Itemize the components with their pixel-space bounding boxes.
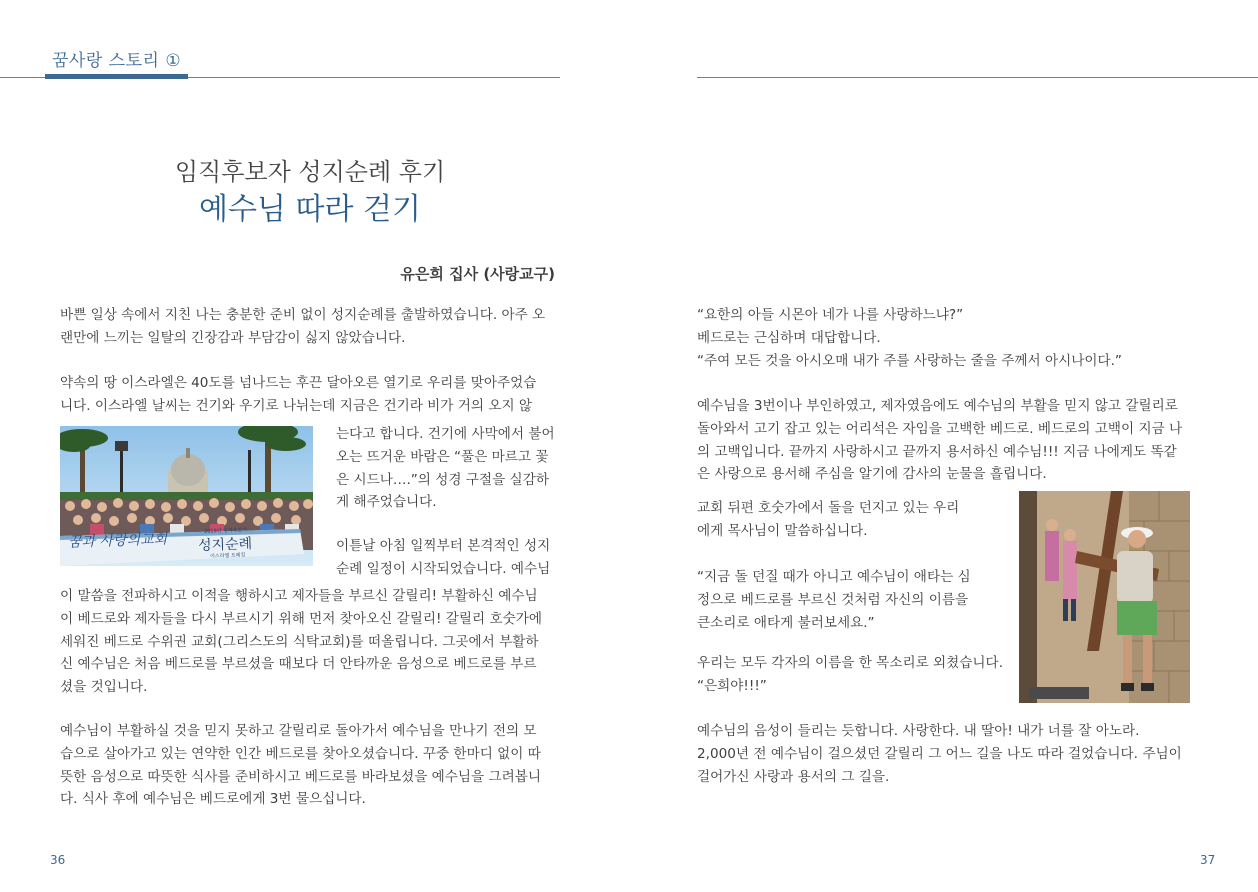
text-line: 은 시드나….”의 성경 구절을 실감하 — [336, 471, 549, 488]
text-line: 바쁜 일상 속에서 지친 나는 충분한 준비 없이 성지순례를 출발하였습니다. 아주 오 — [60, 307, 546, 323]
right-paragraph-2 — [697, 395, 1182, 486]
text-line: 니다. 이스라엘 날씨는 건기와 우기로 나뉘는데 지금은 건기라 비가 거의 오지 않 — [60, 397, 533, 414]
text-line: 세워진 베드로 수위권 교회(그리스도의 식탁교회)를 떠올립니다. 그곳에서 부활하 — [60, 633, 539, 650]
text-line: 이튿날 아침 일찍부터 본격적인 성지 — [336, 538, 551, 554]
text-line: 예수님의 음성이 들리는 듯합니다. 사랑한다. 내 딸아! 내가 너를 잘 아노라. — [697, 723, 1140, 739]
text-line: “주여 모든 것을 아시오매 내가 주를 사랑하는 줄을 주께서 아시나이다.” — [697, 352, 1122, 369]
text-line: 에게 목사님이 말씀하십니다. — [697, 522, 868, 539]
text-line: 셨을 것입니다. — [60, 679, 148, 696]
banner-tiny-text: 이스라엘 트레킹 — [209, 552, 246, 560]
text-line: 는다고 합니다. 건기에 사막에서 불어 — [336, 426, 555, 442]
article-subtitle: 임직후보자 성지순례 후기 — [174, 158, 446, 186]
right-paragraph-3 — [697, 497, 959, 543]
left-paragraph-4 — [60, 720, 541, 811]
text-line: 2,000년 전 예수님이 걸으셨던 갈릴리 그 어느 길을 나도 따라 걸었습니다. 주님이 — [697, 745, 1182, 762]
text-line: 베드로는 근심하며 대답합니다. — [697, 329, 881, 346]
text-line: 다. 식사 후에 예수님은 베드로에게 3번 물으십니다. — [60, 791, 366, 808]
left-paragraph-2 — [60, 372, 536, 418]
cross-walk-photo — [1019, 491, 1190, 703]
right-paragraph-4 — [697, 566, 971, 634]
page-number-left: 36 — [50, 853, 66, 867]
text-line: “지금 돌 던질 때가 아니고 예수님이 애타는 심 — [697, 569, 971, 585]
article-title: 예수님 따라 걷기 — [199, 192, 421, 227]
cross-walk-illustration — [1019, 491, 1190, 703]
right-paragraph-5 — [697, 652, 1003, 698]
header-accent-bar — [45, 74, 188, 79]
left-paragraph-3 — [60, 585, 542, 699]
text-line: 예수님이 부활하실 것을 믿지 못하고 갈릴리로 돌아가서 예수님을 만나기 전의 모 — [60, 723, 537, 739]
page-number-right: 37 — [1200, 853, 1216, 867]
text-line: 랜만에 느끼는 일탈의 긴장감과 부담감이 싫지 않았습니다. — [60, 329, 406, 346]
text-line: 걸어가신 사랑과 용서의 그 길을. — [697, 768, 890, 785]
text-line: 순례 일정이 시작되었습니다. 예수님 — [336, 560, 551, 577]
text-line: 예수님을 3번이나 부인하였고, 제자였음에도 예수님의 부활을 믿지 않고 갈릴리로 — [697, 398, 1178, 414]
section-label: 꿈사랑 스토리 ① — [52, 51, 182, 71]
text-line: 돌아와서 고기 잡고 있는 어리석은 자임을 고백한 베드로. 베드로의 고백이 지금 나 — [697, 420, 1183, 437]
text-line: 교회 뒤편 호숫가에서 돌을 던지고 있는 우리 — [697, 500, 960, 516]
text-line: 신 예수님은 처음 베드로를 부르셨을 때보다 더 안타까운 음성으로 베드로를 부르 — [60, 656, 537, 673]
banner-church-name: 꿈과 사랑의교회 — [67, 531, 168, 551]
left-paragraph-2-wrap — [336, 423, 555, 514]
text-line: 이 베드로와 제자들을 다시 부르시기 위해 먼저 찾아오신 갈릴리! 갈릴리 호숫가에 — [60, 610, 542, 627]
article-author: 유은희 집사 (사랑교구) — [400, 265, 555, 283]
text-line: 이 말씀을 전파하시고 이적을 행하시고 제자들을 부르신 갈릴리! 부활하신 예수님 — [60, 588, 538, 604]
text-line: 정으로 베드로를 부르신 것처럼 자신의 이름을 — [697, 591, 969, 608]
banner-title: 성지순례 — [197, 536, 253, 554]
banner-small-text: 2019년 임직후보자 — [203, 527, 248, 535]
left-paragraph-3-wrap — [336, 535, 550, 581]
text-line: 게 해주었습니다. — [336, 494, 437, 511]
text-line: 큰소리로 애타게 불러보세요.” — [697, 614, 875, 631]
text-line: 약속의 땅 이스라엘은 40도를 넘나드는 후끈 달아오른 열기로 우리를 맞아주었습 — [60, 375, 537, 391]
right-paragraph-1 — [697, 304, 1122, 372]
group-photo — [60, 426, 313, 566]
header-rule-right — [697, 77, 1258, 78]
text-line: “요한의 아들 시몬아 네가 나를 사랑하느냐?” — [697, 307, 964, 323]
text-line: 뜻한 음성으로 따뜻한 식사를 준비하시고 베드로를 바라보셨을 예수님을 그려봅니 — [60, 768, 542, 785]
text-line: 우리는 모두 각자의 이름을 한 목소리로 외쳤습니다. — [697, 655, 1004, 671]
right-paragraph-6 — [697, 720, 1182, 788]
text-line: “은희야!!!” — [697, 677, 767, 694]
text-line: 습으로 살아가고 있는 연약한 인간 베드로를 찾아오셨습니다. 꾸중 한마디 없이 따 — [60, 745, 541, 762]
text-line: 오는 뜨거운 바람은 “풀은 마르고 꽃 — [336, 448, 549, 465]
left-paragraph-1 — [60, 304, 545, 350]
text-line: 의 고백입니다. 끝까지 사랑하시고 끝까지 용서하신 예수님!!! 지금 나에게도 똑같 — [697, 443, 1177, 460]
text-line: 은 사랑으로 용서해 주심을 알기에 감사의 눈물을 흘립니다. — [697, 466, 1047, 483]
